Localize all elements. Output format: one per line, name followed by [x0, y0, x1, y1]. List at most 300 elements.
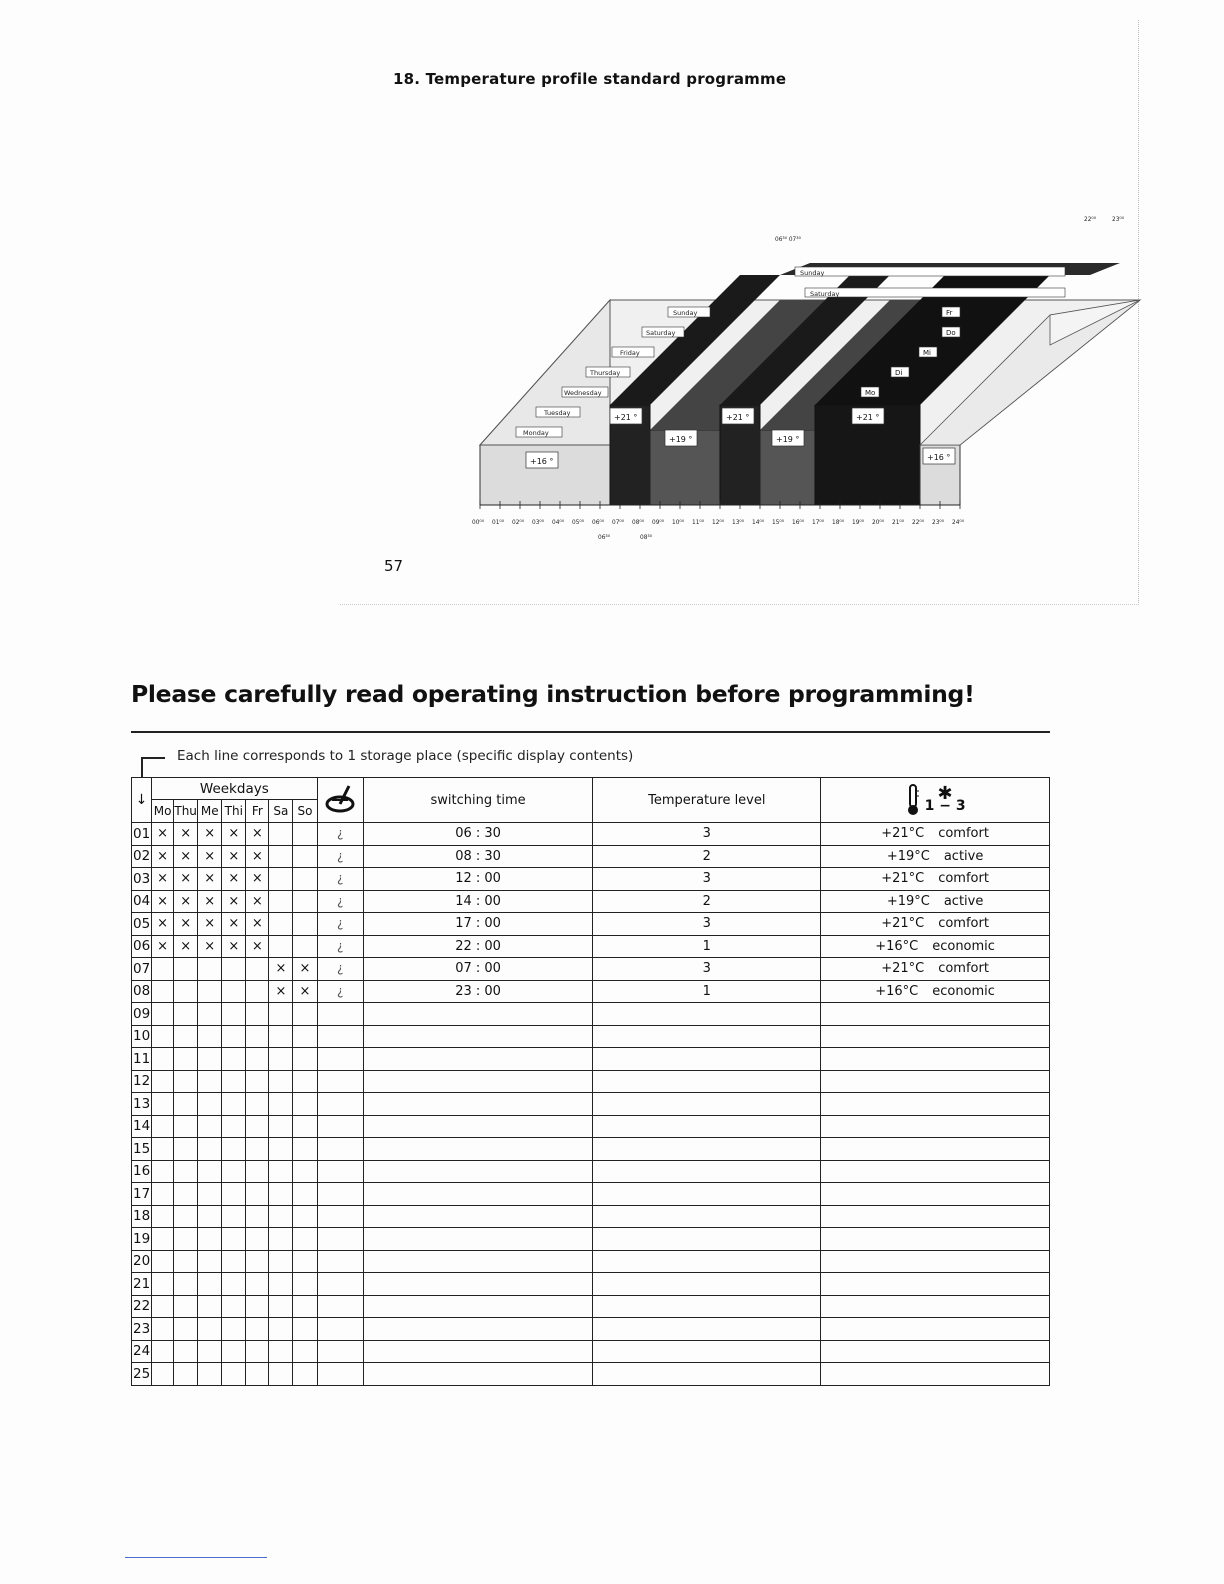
day-cell [293, 823, 317, 846]
day-cell [222, 1318, 246, 1341]
switching-time-cell [363, 1138, 593, 1161]
row-number: 18 [132, 1205, 152, 1228]
switching-time-cell [363, 1340, 593, 1363]
day-cell: × [246, 913, 269, 936]
switching-time-cell [363, 1363, 593, 1386]
day-tag-right: Mo [865, 389, 876, 397]
program-cell [317, 1003, 363, 1026]
axis-time-label: 16⁰⁰ [792, 520, 805, 526]
switching-time-cell: 07 : 00 [363, 958, 593, 981]
day-cell [152, 1183, 174, 1206]
temperature-level-cell: 1 [593, 980, 821, 1003]
axis-time-label: 07⁰⁰ [612, 520, 625, 526]
axis-time-label: 22⁰⁰ [912, 520, 925, 526]
program-cell [317, 1138, 363, 1161]
program-cell [317, 1340, 363, 1363]
temperature-cell [821, 1115, 1050, 1138]
row-number: 25 [132, 1363, 152, 1386]
day-cell [269, 1115, 293, 1138]
day-cell [246, 1363, 269, 1386]
day-cell: × [293, 958, 317, 981]
day-cell: × [174, 890, 198, 913]
program-cell [317, 1025, 363, 1048]
day-cell [246, 980, 269, 1003]
program-cell [317, 1070, 363, 1093]
day-cell [198, 1295, 222, 1318]
day-cell [152, 1363, 174, 1386]
day-cell [222, 1048, 246, 1071]
temperature-cell [821, 935, 1050, 958]
day-cell: × [152, 913, 174, 936]
day-cell [198, 1273, 222, 1296]
day-label-left: Monday [523, 429, 549, 437]
day-cell [198, 1183, 222, 1206]
day-cell [222, 1115, 246, 1138]
day-cell [174, 1160, 198, 1183]
table-row [132, 845, 1050, 868]
temperature-level-cell: 1 [593, 935, 821, 958]
day-cell [269, 1273, 293, 1296]
day-cell: × [198, 935, 222, 958]
temp-tag: +21 ° [726, 413, 750, 422]
day-cell [246, 1295, 269, 1318]
temperature-value: +16°C [875, 983, 919, 999]
day-cell [198, 1093, 222, 1116]
day-cell [293, 1183, 317, 1206]
day-cell [293, 1048, 317, 1071]
day-cell: × [152, 845, 174, 868]
day-cell [174, 1295, 198, 1318]
day-cell: × [222, 935, 246, 958]
axis-time-label: 10⁰⁰ [672, 520, 685, 526]
day-cell [293, 1138, 317, 1161]
temperature-level-cell [593, 1003, 821, 1026]
temperature-level-cell [593, 1340, 821, 1363]
temperature-level-cell [593, 1295, 821, 1318]
temperature-mode: active [943, 848, 984, 864]
day-label-left: Thursday [590, 369, 621, 377]
day-cell [198, 1160, 222, 1183]
axis-time-label: 00⁰⁰ [472, 520, 485, 526]
day-tag-right: Di [895, 369, 903, 377]
axis-time-label: 04⁰⁰ [552, 520, 565, 526]
temperature-value: +21°C [881, 826, 925, 842]
switching-time-cell [363, 1093, 593, 1116]
table-row [132, 823, 1050, 846]
sub-time-label: 06³⁰ [598, 535, 611, 541]
day-cell [269, 1138, 293, 1161]
axis-time-label: 14⁰⁰ [752, 520, 765, 526]
day-cell [174, 1025, 198, 1048]
temperature-level-cell [593, 1025, 821, 1048]
temperature-cell [821, 980, 1050, 1003]
temperature-mode: economic [932, 983, 995, 999]
switching-time-cell [363, 1070, 593, 1093]
day-cell [293, 890, 317, 913]
table-row [132, 913, 1050, 936]
footer-line [125, 1557, 267, 1558]
program-cell [317, 1363, 363, 1386]
switching-time-cell: 14 : 00 [363, 890, 593, 913]
day-cell: × [198, 845, 222, 868]
day-cell [152, 1070, 174, 1093]
heading-rule [131, 731, 1050, 733]
day-cell [246, 958, 269, 981]
temp-tag: +19 ° [776, 435, 800, 444]
program-symbol-icon: ¿ [336, 961, 344, 976]
temperature-level-cell [593, 1070, 821, 1093]
day-cell [174, 1318, 198, 1341]
temperature-cell [821, 1160, 1050, 1183]
day-cell [269, 1183, 293, 1206]
day-tag-right: Fr [946, 309, 953, 317]
day-header-mo: Mo [152, 800, 174, 823]
row-number: 16 [132, 1160, 152, 1183]
switching-time-cell: 12 : 00 [363, 868, 593, 891]
axis-time-label: 01⁰⁰ [492, 520, 505, 526]
temperature-level-cell [593, 1115, 821, 1138]
temperature-cell [821, 1048, 1050, 1071]
row-number: 17 [132, 1183, 152, 1206]
day-cell: × [198, 913, 222, 936]
day-cell [198, 980, 222, 1003]
axis-time-label: 18⁰⁰ [832, 520, 845, 526]
day-cell [222, 1205, 246, 1228]
row-number: 01 [132, 823, 152, 846]
day-cell [293, 1093, 317, 1116]
table-row [132, 1115, 1050, 1138]
day-label-left: Wednesday [564, 389, 602, 397]
day-cell [246, 1025, 269, 1048]
day-header-me: Me [198, 800, 222, 823]
axis-time-label: 23⁰⁰ [932, 520, 945, 526]
day-cell [174, 1070, 198, 1093]
day-cell [222, 1183, 246, 1206]
day-cell: × [174, 868, 198, 891]
program-symbol-icon: ¿ [336, 983, 344, 998]
day-cell: × [222, 913, 246, 936]
level-range: 1 − 3 [924, 798, 966, 814]
temperature-mode: active [943, 893, 984, 909]
day-label-left: Friday [620, 349, 640, 357]
temperature-level-cell [593, 1228, 821, 1251]
day-cell [174, 1205, 198, 1228]
switching-time-cell [363, 1048, 593, 1071]
temperature-value: +21°C [881, 916, 925, 932]
day-cell: × [152, 890, 174, 913]
program-symbol-icon: ¿ [336, 826, 344, 841]
day-cell [174, 1115, 198, 1138]
day-tag-right: Do [946, 329, 956, 337]
day-cell [269, 1093, 293, 1116]
program-symbol-icon: ¿ [336, 893, 344, 908]
day-cell [152, 958, 174, 981]
temperature-profile-diagram [460, 205, 1125, 545]
table-row [132, 1273, 1050, 1296]
day-cell [198, 1138, 222, 1161]
day-cell [246, 1093, 269, 1116]
day-label-left: Sunday [673, 309, 698, 317]
day-cell [174, 1093, 198, 1116]
page-number: 57 [384, 557, 404, 575]
day-cell: × [222, 890, 246, 913]
top-time-label: 22⁰⁰ [1084, 217, 1097, 223]
table-row [132, 1048, 1050, 1071]
day-cell [152, 1093, 174, 1116]
temperature-level-cell [593, 1273, 821, 1296]
day-cell [246, 1273, 269, 1296]
day-label-top: Sunday [800, 269, 825, 277]
switching-time-cell [363, 1115, 593, 1138]
day-cell [198, 1205, 222, 1228]
day-cell: × [246, 935, 269, 958]
program-cell [317, 1048, 363, 1071]
day-cell [269, 1160, 293, 1183]
table-row [132, 1340, 1050, 1363]
day-cell [222, 1160, 246, 1183]
day-header-fr: Fr [246, 800, 269, 823]
temp-tag: +19 ° [669, 435, 693, 444]
section-title: 18. Temperature profile standard programme [393, 70, 787, 88]
day-cell: × [152, 935, 174, 958]
clock-hand-icon [322, 782, 358, 816]
day-label-left: Tuesday [544, 409, 571, 417]
program-icon-header [317, 778, 363, 823]
program-cell [317, 890, 363, 913]
day-cell [269, 1363, 293, 1386]
day-cell [152, 980, 174, 1003]
axis-time-label: 03⁰⁰ [532, 520, 545, 526]
temperature-cell [821, 1070, 1050, 1093]
day-cell [269, 935, 293, 958]
switching-time-cell: 23 : 00 [363, 980, 593, 1003]
day-cell [269, 1295, 293, 1318]
temp-tag: +16 ° [927, 453, 951, 462]
day-cell [269, 845, 293, 868]
day-cell [198, 1048, 222, 1071]
day-cell [246, 1183, 269, 1206]
day-cell [246, 1070, 269, 1093]
temperature-cell [821, 1138, 1050, 1161]
row-number: 14 [132, 1115, 152, 1138]
table-row [132, 1025, 1050, 1048]
switching-time-cell [363, 1025, 593, 1048]
row-number: 04 [132, 890, 152, 913]
day-cell [293, 1025, 317, 1048]
day-cell: × [198, 823, 222, 846]
day-cell: × [222, 868, 246, 891]
day-cell [293, 1295, 317, 1318]
axis-time-label: 17⁰⁰ [812, 520, 825, 526]
day-cell [222, 1070, 246, 1093]
day-cell: × [269, 958, 293, 981]
day-cell [222, 1340, 246, 1363]
program-cell [317, 1160, 363, 1183]
day-cell: × [198, 868, 222, 891]
day-cell [269, 1070, 293, 1093]
top-time-label: 06³⁰ 07³⁰ [775, 237, 801, 243]
program-cell [317, 935, 363, 958]
row-number: 05 [132, 913, 152, 936]
day-cell [152, 1228, 174, 1251]
storage-note: Each line corresponds to 1 storage place (specific display contents) [177, 748, 634, 764]
program-cell [317, 913, 363, 936]
day-cell [293, 1205, 317, 1228]
temperature-level-cell [593, 1138, 821, 1161]
program-cell [317, 1228, 363, 1251]
day-cell [293, 845, 317, 868]
day-cell: × [222, 823, 246, 846]
day-cell [269, 1205, 293, 1228]
row-number: 03 [132, 868, 152, 891]
temperature-mode: comfort [938, 826, 989, 842]
temperature-cell [821, 890, 1050, 913]
program-cell [317, 1250, 363, 1273]
temperature-cell [821, 1318, 1050, 1341]
axis-time-label: 06⁰⁰ [592, 520, 605, 526]
program-cell [317, 1205, 363, 1228]
table-row [132, 1295, 1050, 1318]
program-symbol-icon: ¿ [336, 938, 344, 953]
table-row [132, 1070, 1050, 1093]
day-cell [198, 1318, 222, 1341]
day-cell [293, 1340, 317, 1363]
day-cell [152, 1273, 174, 1296]
day-cell [246, 1250, 269, 1273]
program-table [131, 777, 1050, 1386]
day-cell [152, 1138, 174, 1161]
day-header-thi: Thi [222, 800, 246, 823]
temperature-mode: economic [932, 938, 995, 954]
temp-tag: +16 ° [530, 457, 554, 466]
temperature-cell [821, 823, 1050, 846]
day-cell [246, 1205, 269, 1228]
day-cell [269, 890, 293, 913]
day-cell [269, 1025, 293, 1048]
table-row [132, 890, 1050, 913]
day-cell [174, 1228, 198, 1251]
thermometer-icon [905, 783, 921, 817]
day-cell [246, 1160, 269, 1183]
temperature-cell [821, 1340, 1050, 1363]
table-row [132, 1003, 1050, 1026]
table-row [132, 868, 1050, 891]
day-cell [222, 1003, 246, 1026]
day-cell [152, 1295, 174, 1318]
switching-time-cell: 06 : 30 [363, 823, 593, 846]
row-number: 06 [132, 935, 152, 958]
day-cell [293, 1363, 317, 1386]
temperature-level-cell: 3 [593, 868, 821, 891]
program-cell [317, 958, 363, 981]
table-row [132, 1318, 1050, 1341]
row-number: 24 [132, 1340, 152, 1363]
temperature-level-cell [593, 1205, 821, 1228]
table-row [132, 1205, 1050, 1228]
day-cell [269, 913, 293, 936]
row-number: 10 [132, 1025, 152, 1048]
day-cell [152, 1340, 174, 1363]
axis-time-label: 24⁰⁰ [952, 520, 965, 526]
day-cell: × [246, 823, 269, 846]
day-cell [198, 958, 222, 981]
table-row [132, 1250, 1050, 1273]
temp-tag: +21 ° [856, 413, 880, 422]
switching-time-cell [363, 1228, 593, 1251]
day-cell [222, 1363, 246, 1386]
program-cell [317, 1093, 363, 1116]
temperature-level-cell [593, 1318, 821, 1341]
switching-time-cell [363, 1003, 593, 1026]
day-cell [152, 1003, 174, 1026]
temperature-level-cell [593, 1183, 821, 1206]
temperature-level-cell: 3 [593, 913, 821, 936]
day-cell [152, 1048, 174, 1071]
day-cell: × [152, 823, 174, 846]
day-cell [269, 1318, 293, 1341]
day-cell [152, 1318, 174, 1341]
temperature-cell [821, 1183, 1050, 1206]
table-row [132, 1093, 1050, 1116]
day-header-sa: Sa [269, 800, 293, 823]
day-cell [222, 1025, 246, 1048]
table-row [132, 1160, 1050, 1183]
arrow-down-icon: ↓ [135, 792, 148, 808]
day-cell [198, 1363, 222, 1386]
day-cell [246, 1115, 269, 1138]
program-cell [317, 823, 363, 846]
day-cell: × [293, 980, 317, 1003]
row-number: 02 [132, 845, 152, 868]
temperature-level-cell [593, 1250, 821, 1273]
program-cell [317, 868, 363, 891]
temperature-cell [821, 1205, 1050, 1228]
switching-time-header: switching time [363, 778, 593, 823]
day-cell [174, 1340, 198, 1363]
day-cell: × [246, 868, 269, 891]
temperature-level-cell [593, 1093, 821, 1116]
day-cell: × [246, 890, 269, 913]
axis-time-label: 20⁰⁰ [872, 520, 885, 526]
day-cell [246, 1318, 269, 1341]
day-cell [293, 1228, 317, 1251]
day-cell [246, 1048, 269, 1071]
day-cell [246, 1340, 269, 1363]
temperature-value: +16°C [875, 938, 919, 954]
row-number: 13 [132, 1093, 152, 1116]
temperature-value: +19°C [886, 848, 930, 864]
day-cell [269, 1250, 293, 1273]
temperature-level-cell [593, 1048, 821, 1071]
day-cell [174, 1363, 198, 1386]
temperature-value: +21°C [881, 961, 925, 977]
day-cell [198, 1070, 222, 1093]
row-index-header [132, 778, 152, 823]
note-connector [141, 757, 165, 759]
row-number: 21 [132, 1273, 152, 1296]
temperature-mode: comfort [938, 871, 989, 887]
day-cell [222, 1273, 246, 1296]
row-number: 15 [132, 1138, 152, 1161]
day-cell [174, 1003, 198, 1026]
axis-time-label: 02⁰⁰ [512, 520, 525, 526]
day-cell: × [174, 913, 198, 936]
row-number: 11 [132, 1048, 152, 1071]
day-cell: × [246, 845, 269, 868]
day-cell [293, 1003, 317, 1026]
temperature-level-header: Temperature level [593, 778, 821, 823]
day-cell [293, 1160, 317, 1183]
